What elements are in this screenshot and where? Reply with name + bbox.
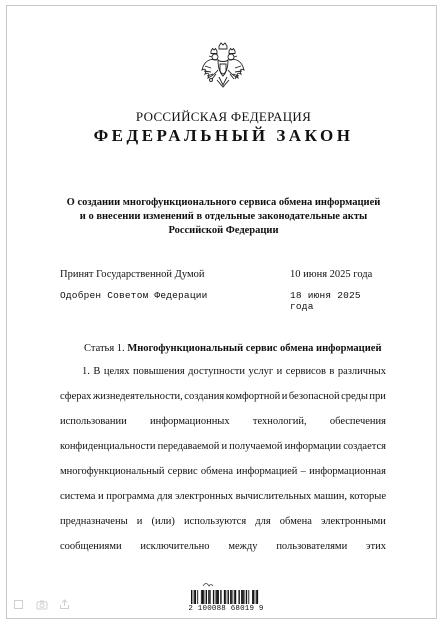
barcode-bar [235, 590, 236, 604]
body-word: и [136, 516, 143, 527]
barcode-bar [230, 590, 231, 604]
body-word: между [228, 541, 258, 552]
body-word: информацией [236, 466, 298, 477]
law-title-line: и о внесении изменений в отдельные законодательные акты [79, 211, 368, 222]
body-word: при [369, 391, 386, 402]
country-heading: РОССИЙСКАЯ ФЕДЕРАЦИЯ [135, 109, 312, 124]
body-word: создания [184, 391, 225, 402]
body-word: комфортной [225, 391, 281, 402]
body-word: – [300, 466, 306, 477]
body-word: и [276, 366, 283, 377]
barcode-bar [244, 590, 245, 604]
barcode-bar [224, 590, 225, 604]
barcode-bar [201, 590, 202, 604]
body-word: обмена [200, 466, 233, 477]
body-word: конфиденциальности [60, 441, 156, 452]
body-word: обмена [279, 516, 312, 527]
barcode-bar [206, 590, 207, 604]
barcode-bar [257, 590, 258, 604]
body-word: целях [103, 366, 130, 377]
barcode-bar [195, 590, 196, 604]
barcode-bar [252, 590, 253, 604]
body-word: используются [184, 516, 247, 527]
barcode-bar [231, 590, 232, 604]
body-word: предназначены [60, 516, 128, 527]
body-word: создается [343, 441, 386, 452]
body-word: получаемой [229, 441, 283, 452]
body-word: среды [341, 391, 368, 402]
barcode-bar [204, 590, 205, 604]
body-text-line [60, 541, 386, 555]
duma-adoption-date: 10 июня 2025 года [290, 269, 373, 280]
barcode-bar [238, 590, 239, 604]
barcode-bar [220, 590, 221, 604]
body-word: использовании [60, 416, 127, 427]
barcode-mark [203, 584, 213, 587]
barcode-bar [213, 590, 214, 604]
barcode-bar [248, 590, 249, 604]
body-word: услуг [248, 366, 274, 377]
body-word: (или) [151, 516, 175, 527]
body-text-line [60, 466, 386, 480]
body-word: и [221, 441, 228, 452]
body-text-line [60, 391, 386, 405]
body-word: электронными [320, 516, 386, 527]
body-word: безопасной [288, 391, 340, 402]
body-word: доступности [188, 366, 245, 377]
barcode-bar [234, 590, 235, 604]
council-approval-date: 18 июня 2025 года [290, 290, 361, 312]
body-word: программа [106, 491, 155, 502]
body-word: пользователями [276, 541, 348, 552]
body-text-line [60, 441, 386, 455]
body-word: повышения [132, 366, 185, 377]
body-word: технологий, [252, 416, 307, 427]
body-text-line [60, 416, 386, 430]
barcode-bar [217, 590, 218, 604]
camera-icon[interactable] [35, 598, 48, 611]
share-icon[interactable] [58, 598, 71, 611]
body-word: многофункциональный [60, 466, 165, 477]
barcode-bar [208, 590, 209, 604]
body-word: жизнедеятельности, [92, 391, 183, 402]
barcode-bar [241, 590, 242, 604]
body-word: различных [337, 366, 386, 377]
barcode-bar [191, 590, 192, 604]
body-word: машин, [313, 491, 348, 502]
barcode-bar [256, 590, 257, 604]
body-word: вычислительных [235, 491, 312, 502]
council-approval-row [60, 290, 390, 312]
body-word: система [60, 491, 96, 502]
body-word: в [329, 366, 335, 377]
barcode-bar [253, 590, 254, 604]
body-text-line [82, 366, 386, 380]
body-word: передаваемой [157, 441, 220, 452]
law-title [40, 196, 407, 238]
duma-adoption-row [60, 269, 390, 280]
body-word: и [281, 391, 288, 402]
law-title-line: Российской Федерации [168, 225, 279, 236]
body-word: информации [284, 441, 342, 452]
body-word: сообщениями [60, 541, 122, 552]
body-word: электронных [175, 491, 234, 502]
barcode-bar [242, 590, 243, 604]
article-title: Многофункциональный сервис обмена информацией [127, 343, 382, 354]
document-type-heading: ФЕДЕРАЛЬНЫЙ ЗАКОН [93, 126, 354, 145]
page-icon[interactable] [12, 598, 25, 611]
barcode-number: 2 100088 68019 9 [188, 605, 264, 613]
body-word: В [93, 366, 101, 377]
body-text-line [60, 516, 386, 530]
body-word: и [98, 491, 104, 502]
barcode-bar [209, 590, 210, 604]
body-word: информационных [149, 416, 230, 427]
duma-adoption-label: Принят Государственной Думой [60, 269, 205, 280]
body-word: для [255, 516, 271, 527]
council-approval-label: Одобрен Советом Федерации [60, 290, 208, 301]
body-word: этих [366, 541, 386, 552]
body-word: исключительно [140, 541, 210, 552]
body-word: 1. [82, 366, 90, 377]
article-number: Статья 1. [84, 343, 125, 354]
barcode-bar [194, 590, 195, 604]
barcode-bar [225, 590, 226, 604]
barcode-bar [228, 590, 229, 604]
barcode-bar [202, 590, 203, 604]
law-title-line: О создании многофункционального сервиса обмена информацией [66, 197, 381, 208]
body-word: сервисов [285, 366, 326, 377]
barcode-bar [216, 590, 217, 604]
body-word: сервис [167, 466, 198, 477]
body-word: обеспечения [329, 416, 386, 427]
body-word: для [157, 491, 173, 502]
barcode-bar [246, 590, 247, 604]
barcode-bar [197, 590, 198, 604]
viewer-toolbar [12, 598, 71, 611]
body-word: сферах [60, 391, 92, 402]
body-word: информационная [309, 466, 386, 477]
barcode-bar [218, 590, 219, 604]
article-heading [84, 343, 404, 354]
body-text-line [60, 491, 386, 505]
body-word: которые [349, 491, 386, 502]
russian-coat-of-arms-icon [199, 40, 247, 92]
